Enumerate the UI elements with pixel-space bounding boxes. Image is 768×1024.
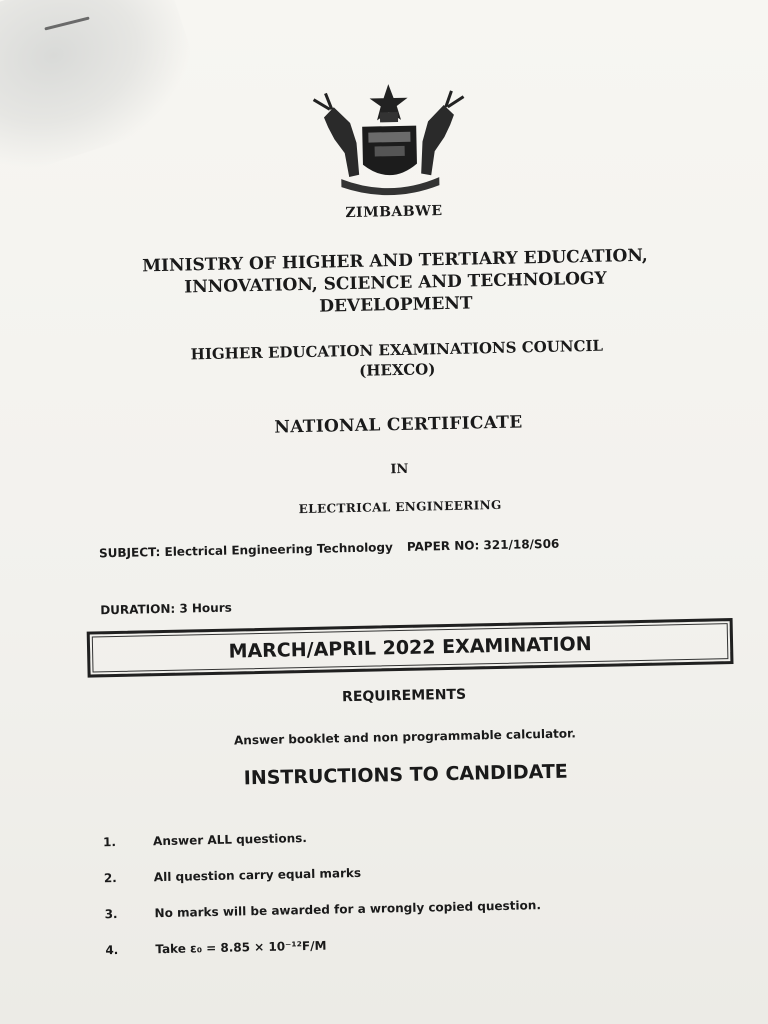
subject-text: SUBJECT: Electrical Engineering Technology bbox=[98, 540, 394, 561]
council-title bbox=[0, 332, 768, 389]
subject-line bbox=[99, 533, 719, 560]
coat-of-arms-emblem-icon bbox=[303, 80, 475, 204]
field-of-study: ELECTRICAL ENGINEERING bbox=[298, 497, 502, 517]
country-name: ZIMBABWE bbox=[345, 203, 443, 222]
requirements-heading: REQUIREMENTS bbox=[341, 686, 467, 706]
ministry-line: MINISTRY OF HIGHER AND TERTIARY EDUCATION, bbox=[142, 245, 648, 277]
exam-title-box bbox=[87, 618, 734, 678]
instruction-number: 3. bbox=[104, 907, 118, 922]
duration-text: DURATION: 3 Hours bbox=[100, 600, 232, 618]
council-line: HIGHER EDUCATION EXAMINATIONS COUNCIL bbox=[190, 336, 604, 364]
paper-number: PAPER NO: 321/18/S06 bbox=[406, 536, 560, 554]
instruction-number: 1. bbox=[102, 835, 117, 850]
instruction-number: 4. bbox=[105, 943, 119, 958]
ministry-line: INNOVATION, SCIENCE AND TECHNOLOGY bbox=[184, 268, 607, 298]
certificate-title: NATIONAL CERTIFICATE bbox=[274, 412, 523, 438]
exam-title: MARCH/APRIL 2022 EXAMINATION bbox=[228, 633, 592, 663]
instructions-heading: INSTRUCTIONS TO CANDIDATE bbox=[243, 760, 568, 790]
ministry-line: DEVELOPMENT bbox=[319, 293, 473, 317]
ministry-title bbox=[0, 242, 768, 325]
certificate-in: IN bbox=[390, 461, 409, 478]
instruction-text: Take ε₀ = 8.85 × 10⁻¹²F/M bbox=[155, 938, 327, 957]
instructions-list bbox=[103, 811, 726, 968]
requirements-text: Answer booklet and non programmable calculator. bbox=[233, 726, 576, 748]
instruction-text: All question carry equal marks bbox=[153, 865, 362, 885]
council-line: (HEXCO) bbox=[359, 360, 436, 380]
instruction-number: 2. bbox=[103, 871, 117, 886]
instruction-text: Answer ALL questions. bbox=[152, 831, 308, 849]
instruction-text: No marks will be awarded for a wrongly copied question. bbox=[154, 898, 542, 921]
